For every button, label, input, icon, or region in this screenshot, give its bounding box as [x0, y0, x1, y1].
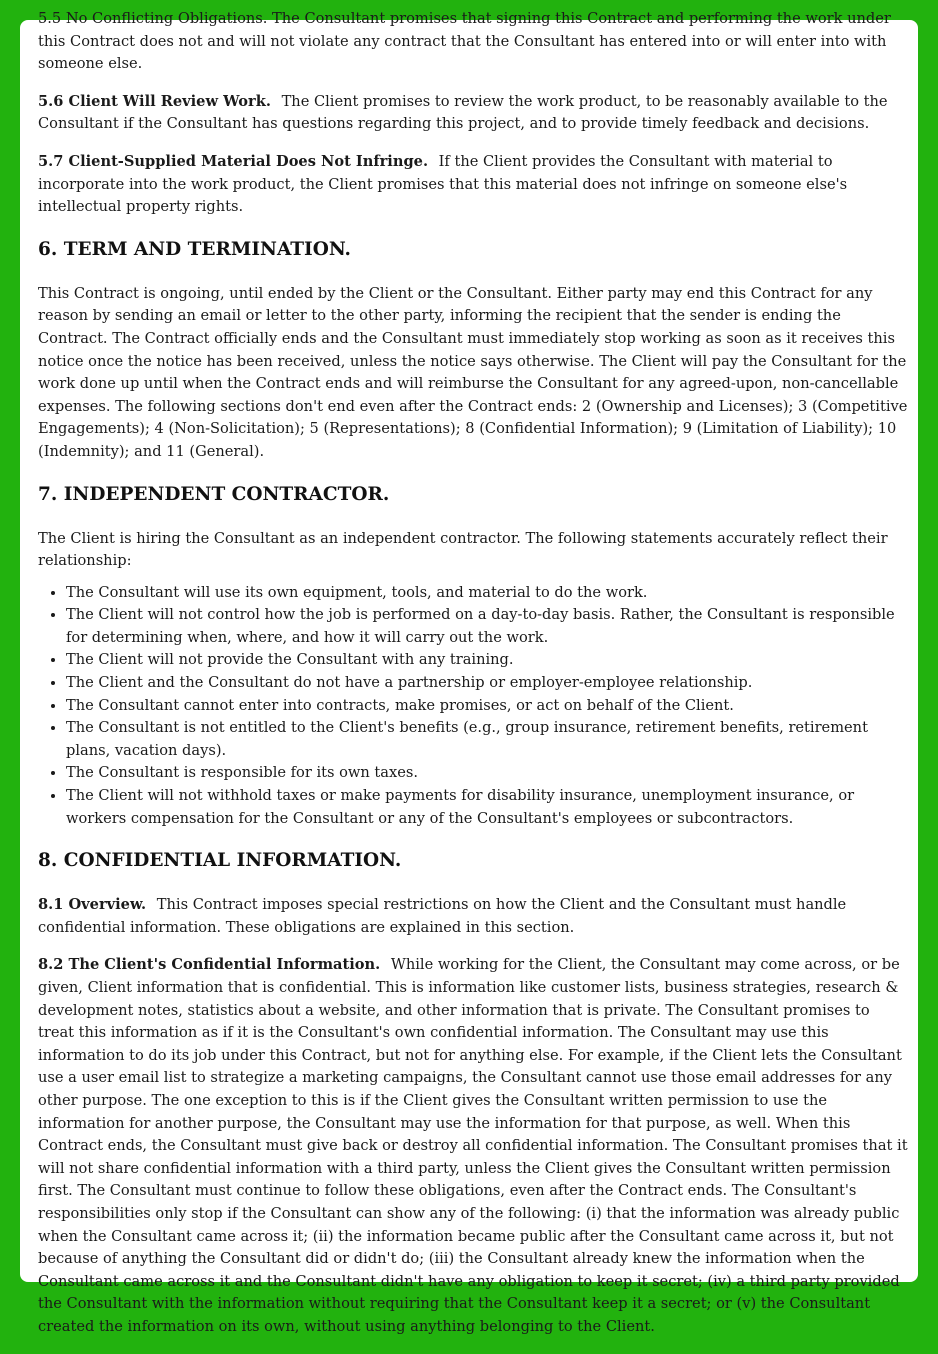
- list-item: • The Consultant is not entitled to the Client's benefits (e.g., group insurance, retirement benefits, retirement plans, vacation days).: [66, 717, 908, 762]
- list-item: • The Client will not control how the job is performed on a day-to-day basis. Rather, the Consultant is responsible for determining when, where, and how it will carry out the work.: [66, 604, 908, 649]
- section-8-2-text: While working for the Client, the Consultant may come across, or be given, Client information that is confidential. This is information like customer lists, business strategies, research & development notes, statistics about a website, and other information that is private. The Consultant promises to treat this information as if it is the Consultant's own confidential information. The Consultant may use this information to do its job under this Contract, but not for anything else. For example, if the Client lets the Consultant use a user email list to strategize a marketing campaigns, the Consultant cannot use those email addresses for any other purpose. The one exception to this is if the Client gives the Consultant written permission to use the information for another purpose, the Consultant may use the information for that purpose, as well. When this Contract ends, the Consultant must give back or destroy all confidential information. The Consultant promises that it will not share confidential information with a third party, unless the Client gives the Consultant written permission first. The Consultant must continue to follow these obligations, even after the Contract ends. The Consultant's responsibilities only stop if the Consultant can show any of the following: (i) that the information was already public when the Consultant came across it; (ii) the information became public after the Consultant came across it, but not because of anything the Consultant did or didn't do; (iii) the Consultant already knew the information when the Consultant came across it and the Consultant didn't have any obligation to keep it secret; (iv) a third party provided the Consultant with the information without requiring that the Consultant keep it a secret; or (v) the Consultant created the information on its own, without using anything belonging to the Client.: [38, 956, 908, 1335]
- section-8-1-text: This Contract imposes special restrictions on how the Client and the Consultant must handle confidential information. These obligations are explained in this section.: [38, 896, 847, 936]
- section-5-7-text: If the Client provides the Consultant with material to incorporate into the work product, the Client promises that this material does not infringe on someone else's intellectual property rights.: [38, 152, 848, 216]
- heading-term-and-termination: 6. TERM AND TERMINATION.: [38, 238, 351, 260]
- paragraph-5-5-cut-line: 5.5 No Conflicting Obligations. The Consultant promises that signing this Contract and performing the work under: [38, 10, 891, 27]
- document-content: [38, 8, 908, 1354]
- section-8-2: [38, 954, 908, 1338]
- section-6-text: This Contract is ongoing, until ended by the Client or the Consultant. Either party may end this Contract for any reason by sending an email or letter to the other party, informing the recipient that the sender is ending the Contract. The Contract officially ends and the Consultant must immediately stop working as soon as it receives this notice once the notice has been received, unless the notice says otherwise. The Client will pay the Consultant for the work done up until when the Contract ends and will reimburse the Consultant for any agreed-upon, non-cancellable expenses. The following sections don't end even after the Contract ends: 2 (Ownership and Licenses); 3 (Competitive Engagements); 4 (Non-Solicitation); 5 (Representations); 8 (Confidential Information); 9 (Limitation of Liability); 10 (Indemnity); and 11 (General).: [38, 284, 908, 460]
- section-8-2-title: 8.2 The Client's Confidential Information.: [38, 956, 381, 974]
- heading-independent-contractor: 7. INDEPENDENT CONTRACTOR.: [38, 483, 390, 505]
- section-7-intro: The Client is hiring the Consultant as an independent contractor. The following statements accurately reflect their relationship:: [38, 529, 888, 570]
- list-item: • The Client will not provide the Consultant with any training.: [66, 649, 908, 672]
- paragraph-5-5-tail: this Contract does not and will not violate any contract that the Consultant has entered into or will enter into with someone else.: [38, 32, 887, 73]
- contractor-statements-list: [38, 582, 908, 831]
- section-5-7: [38, 151, 908, 219]
- section-8-1-title: 8.1 Overview.: [38, 896, 147, 914]
- document-page: [20, 10, 918, 1335]
- section-5-6: [38, 91, 908, 136]
- section-5-6-text: The Client promises to review the work product, to be reasonably available to the Consultant if the Consultant has questions regarding this project, and to provide timely feedback and decisions.: [38, 92, 888, 133]
- list-item: • The Client and the Consultant do not have a partnership or employer-employee relationship.: [66, 672, 908, 695]
- list-item: • The Client will not withhold taxes or make payments for disability insurance, unemployment insurance, or workers compensation for the Consultant or any of the Consultant's employees or subcontractors.: [66, 785, 908, 830]
- list-item: • The Consultant cannot enter into contracts, make promises, or act on behalf of the Client.: [66, 695, 908, 718]
- section-5-7-title: 5.7 Client-Supplied Material Does Not Infringe.: [38, 152, 429, 170]
- heading-confidential-information: 8. CONFIDENTIAL INFORMATION.: [38, 850, 402, 872]
- section-5-6-title: 5.6 Client Will Review Work.: [38, 92, 271, 110]
- section-8-1: [38, 894, 908, 939]
- list-item: • The Consultant is responsible for its own taxes.: [66, 762, 908, 785]
- list-item: • The Consultant will use its own equipment, tools, and material to do the work.: [66, 582, 908, 605]
